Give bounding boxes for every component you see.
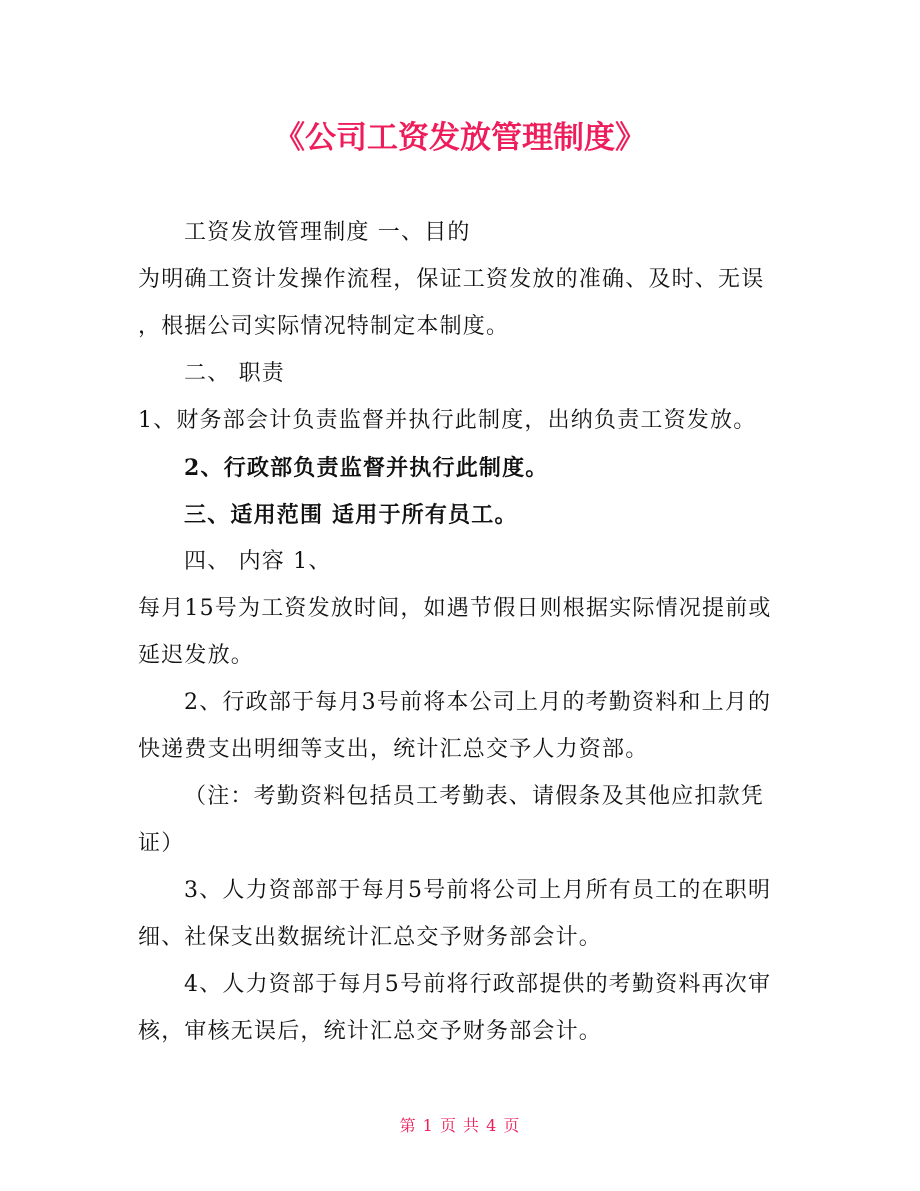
paragraph-line: 4、人力资部于每月5号前将行政部提供的考勤资料再次审 xyxy=(184,972,772,997)
document-title: 《公司工资发放管理制度》 xyxy=(274,120,646,156)
note-line: 证） xyxy=(138,831,185,856)
section-heading-bold: 三、适用范围 适用于所有员工。 xyxy=(184,502,518,528)
paragraph-line: 延迟发放。 xyxy=(138,643,255,668)
paragraph-line: 工资发放管理制度 一、目的 xyxy=(184,220,471,245)
paragraph-line: ，根据公司实际情况特制定本制度。 xyxy=(138,314,510,339)
paragraph-line: 1、财务部会计负责监督并执行此制度，出纳负责工资发放。 xyxy=(138,408,757,433)
page-number: 第 1 页 共 4 页 xyxy=(399,1116,521,1135)
paragraph-line-bold: 2、行政部负责监督并执行此制度。 xyxy=(184,455,549,481)
paragraph-line: 每月15号为工资发放时间，如遇节假日则根据实际情况提前或 xyxy=(138,596,772,621)
paragraph-line: 3、人力资部部于每月5号前将公司上月所有员工的在职明 xyxy=(184,878,772,903)
note-line: （注：考勤资料包括员工考勤表、请假条及其他应扣款凭 xyxy=(184,784,765,809)
paragraph-line: 快递费支出明细等支出，统计汇总交予人力资部。 xyxy=(138,737,649,762)
section-heading: 四、 内容 1、 xyxy=(184,549,332,574)
paragraph-line: 核，审核无误后，统计汇总交予财务部会计。 xyxy=(138,1019,603,1044)
paragraph-line: 2、行政部于每月3号前将本公司上月的考勤资料和上月的 xyxy=(184,690,772,715)
paragraph-line: 为明确工资计发操作流程，保证工资发放的准确、及时、无误 xyxy=(138,267,765,292)
paragraph-line: 细、社保支出数据统计汇总交予财务部会计。 xyxy=(138,925,603,950)
section-heading: 二、 职责 xyxy=(184,361,285,386)
